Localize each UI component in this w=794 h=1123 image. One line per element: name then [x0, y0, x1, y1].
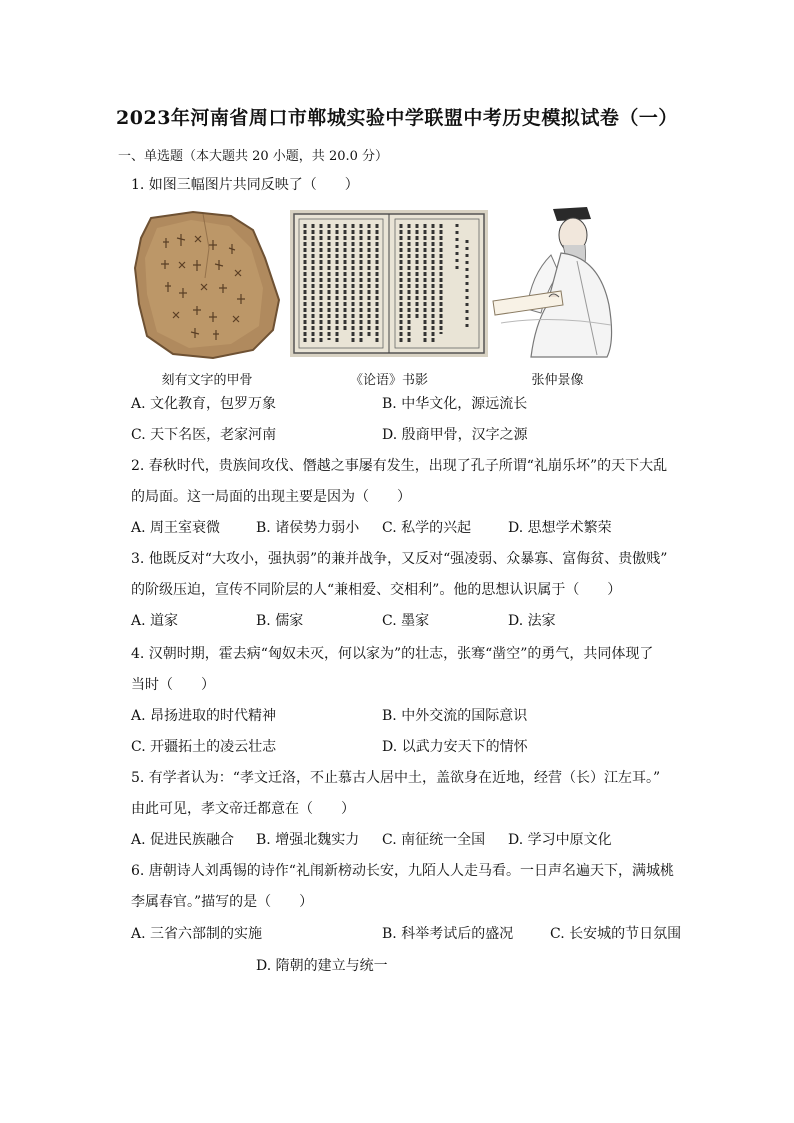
exam-title: 2023年河南省周口市郸城实验中学联盟中考历史模拟试卷（一） [116, 107, 678, 129]
question-4-stem-line-1: 4. 汉朝时期，霍去病“匈奴未灭，何以家为”的壮志，张骞“凿空”的勇气，共同体现了 [131, 646, 654, 662]
question-5-stem-line-2: 由此可见，孝文帝迁都意在（ ） [131, 801, 355, 817]
question-2-option-b[interactable]: B. 诸侯势力弱小 [256, 520, 360, 536]
question-6-option-b[interactable]: B. 科举考试后的盛况 [382, 926, 514, 942]
question-4-option-a[interactable]: A. 昂扬进取的时代精神 [131, 708, 277, 724]
question-4-option-d[interactable]: D. 以武力安天下的情怀 [382, 739, 528, 755]
analects-page-image [290, 210, 488, 357]
question-2-option-a[interactable]: A. 周王室衰微 [131, 520, 221, 536]
question-6-option-d[interactable]: D. 隋朝的建立与统一 [256, 958, 388, 974]
question-5-option-d[interactable]: D. 学习中原文化 [508, 832, 612, 848]
question-3-option-b[interactable]: B. 儒家 [256, 613, 304, 629]
question-5-stem-line-1: 5. 有学者认为：“孝文迁洛，不止慕古人居中土，盖欲身在近地，经营（长）江左耳。” [131, 770, 661, 786]
question-3-option-d[interactable]: D. 法家 [508, 613, 556, 629]
question-5-option-b[interactable]: B. 增强北魏实力 [256, 832, 360, 848]
question-3-stem-line-1: 3. 他既反对“大攻小，强执弱”的兼并战争，又反对“强凌弱、众暴寡、富侮贫、贵傲贱” [131, 551, 668, 567]
question-6-option-c[interactable]: C. 长安城的节日氛围 [550, 926, 682, 942]
question-6-option-a[interactable]: A. 三省六部制的实施 [131, 926, 263, 942]
question-1-option-b[interactable]: B. 中华文化，源远流长 [382, 396, 528, 412]
figure-caption-oracle-bone: 刻有文字的甲骨 [161, 373, 253, 388]
question-4-stem-line-2: 当时（ ） [131, 677, 215, 693]
section-heading: 一、单选题（本大题共 20 小题，共 20.0 分） [118, 149, 389, 164]
question-6-stem-line-1: 6. 唐朝诗人刘禹锡的诗作“礼闱新榜动长安，九陌人人走马看。一日声名遍天下，满城桃 [131, 863, 674, 879]
question-5-option-a[interactable]: A. 促进民族融合 [131, 832, 235, 848]
question-4-option-b[interactable]: B. 中外交流的国际意识 [382, 708, 528, 724]
question-2-stem-line-1: 2. 春秋时代，贵族间攻伐、僭越之事屡有发生，出现了孔子所谓“礼崩乐坏”的天下大乱 [131, 458, 668, 474]
question-3-stem-line-2: 的阶级压迫，宣传不同阶层的人“兼相爱、交相利”。他的思想认识属于（ ） [131, 582, 622, 598]
figure-caption-portrait: 张仲景像 [531, 373, 584, 388]
question-6-stem-line-2: 李属春官。”描写的是（ ） [131, 894, 314, 910]
question-2-option-c[interactable]: C. 私学的兴起 [382, 520, 472, 536]
question-3-option-c[interactable]: C. 墨家 [382, 613, 430, 629]
question-1-stem: 1. 如图三幅图片共同反映了（ ） [131, 177, 359, 193]
question-1-option-d[interactable]: D. 殷商甲骨，汉字之源 [382, 427, 528, 443]
question-2-option-d[interactable]: D. 思想学术繁荣 [508, 520, 612, 536]
question-3-option-a[interactable]: A. 道家 [131, 613, 179, 629]
question-5-option-c[interactable]: C. 南征统一全国 [382, 832, 486, 848]
oracle-bone-image [133, 208, 281, 360]
question-2-stem-line-2: 的局面。这一局面的出现主要是因为（ ） [131, 489, 411, 505]
question-1-option-c[interactable]: C. 天下名医，老家河南 [131, 427, 277, 443]
question-4-option-c[interactable]: C. 开疆拓土的凌云壮志 [131, 739, 277, 755]
zhang-zhongjing-portrait-image [491, 205, 624, 361]
figure-caption-analects: 《论语》书影 [349, 373, 428, 388]
question-1-option-a[interactable]: A. 文化教育，包罗万象 [131, 396, 277, 412]
